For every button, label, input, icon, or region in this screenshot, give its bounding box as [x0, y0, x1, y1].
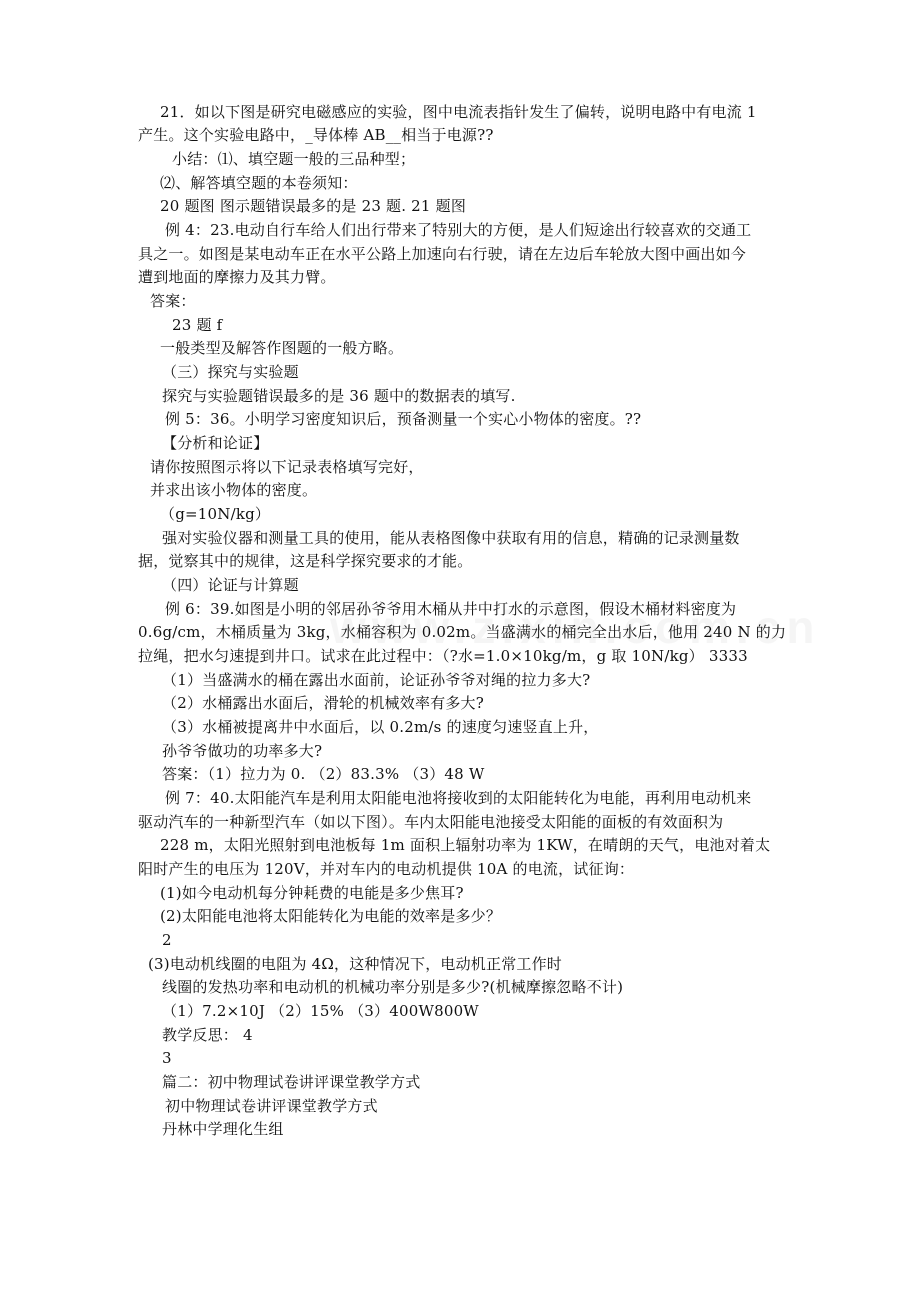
text-line: （1）当盛满水的桶在露出水面前，论证孙爷爷对绳的拉力多大?: [162, 671, 591, 689]
text-line: (2)太阳能电池将太阳能转化为电能的效率是多少？: [160, 907, 502, 925]
text-line: 具之一。如图是某电动车正在水平公路上加速向右行驶，请在左边后车轮放大图中画出如今: [138, 245, 747, 263]
text-line: 丹林中学理化生组: [162, 1120, 284, 1138]
text-line: 20 题图 图示题错误最多的是 23 题. 21 题图: [160, 197, 467, 215]
text-line: ⑵、解答填空题的本卷须知：: [160, 174, 358, 192]
text-line: 228 m，太阳光照射到电池板每 1m 面积上辐射功率为 1KW，在晴朗的天气，电池对着太: [160, 836, 771, 854]
text-line: 教学反思： 4: [162, 1026, 253, 1044]
text-line: 遭到地面的摩擦力及其力臂。: [138, 268, 336, 286]
text-line: （2）水桶露出水面后，滑轮的机械效率有多大?: [162, 694, 484, 712]
text-line: 答案：（1）拉力为 0. （2）83.3% （3）48 W: [162, 765, 485, 783]
text-line: （1）7.2×10J （2）15% （3）400W800W: [162, 1002, 479, 1020]
text-line: 21．如以下图是研究电磁感应的实验，图中电流表指针发生了偏转，说明电路中有电流 1: [160, 103, 757, 121]
text-line: 例 7：40.太阳能汽车是利用太阳能电池将接收到的太阳能转化为电能，再利用电动机来: [165, 789, 752, 807]
text-line: 【分析和论证】: [162, 434, 269, 452]
text-line: 请你按照图示将以下记录表格填写完好，: [150, 458, 424, 476]
text-line: 初中物理试卷讲评课堂教学方式: [165, 1097, 378, 1115]
text-line: 孙爷爷做功的功率多大?: [162, 742, 323, 760]
text-line: 探究与实验题错误最多的是 36 题中的数据表的填写.: [162, 387, 516, 405]
text-line: 答案：: [150, 292, 196, 310]
text-line: （三）探究与实验题: [162, 363, 299, 381]
text-line: (1)如今电动机每分钟耗费的电能是多少焦耳?: [160, 884, 464, 902]
text-line: 产生。这个实验电路中，_导体棒 AB__相当于电源??: [138, 126, 494, 144]
text-line: 23 题 f: [172, 316, 223, 334]
text-line: 2: [162, 931, 172, 949]
text-line: 并求出该小物体的密度。: [150, 481, 318, 499]
text-line: (3)电动机线圈的电阻为 4Ω，这种情况下，电动机正常工作时: [148, 955, 562, 973]
text-line: 例 6：39.如图是小明的邻居孙爷爷用木桶从井中打水的示意图，假设木桶材料密度为: [165, 600, 737, 618]
text-line: 小结：⑴、填空题一般的三品种型；: [172, 150, 416, 168]
text-line: 篇二：初中物理试卷讲评课堂教学方式: [162, 1073, 421, 1091]
text-line: 0.6g/cm，木桶质量为 3kg，水桶容积为 0.02m。当盛满水的桶完全出水后，他用 240 N 的力: [138, 623, 787, 641]
text-line: 据，觉察其中的规律，这是科学探究要求的才能。: [138, 552, 473, 570]
text-line: 例 4：23.电动自行车给人们出行带来了特别大的方便，是人们短途出行较喜欢的交通工: [165, 221, 752, 239]
text-line: 拉绳，把水匀速提到井口。试求在此过程中：（?水=1.0×10kg/m，g 取 10N/kg） 3333: [138, 647, 748, 665]
text-line: （3）水桶被提离井中水面后，以 0.2m/s 的速度匀速竖直上升，: [162, 718, 599, 736]
text-line: 驱动汽车的一种新型汽车（如以下图）。车内太阳能电池接受太阳能的面板的有效面积为: [138, 813, 724, 831]
text-line: 例 5：36。小明学习密度知识后，预备测量一个实心小物体的密度。??: [165, 410, 642, 428]
text-line: （g=10N/kg）: [160, 505, 271, 523]
text-line: 3: [162, 1049, 172, 1067]
text-line: 阳时产生的电压为 120V，并对车内的电动机提供 10A 的电流，试征询：: [138, 860, 635, 878]
text-line: （四）论证与计算题: [162, 576, 299, 594]
text-line: 一般类型及解答作图题的一般方略。: [160, 339, 404, 357]
text-line: 强对实验仪器和测量工具的使用，能从表格图像中获取有用的信息，精确的记录测量数: [162, 529, 740, 547]
text-line: 线圈的发热功率和电动机的机械功率分别是多少?(机械摩擦忽略不计): [162, 978, 624, 996]
